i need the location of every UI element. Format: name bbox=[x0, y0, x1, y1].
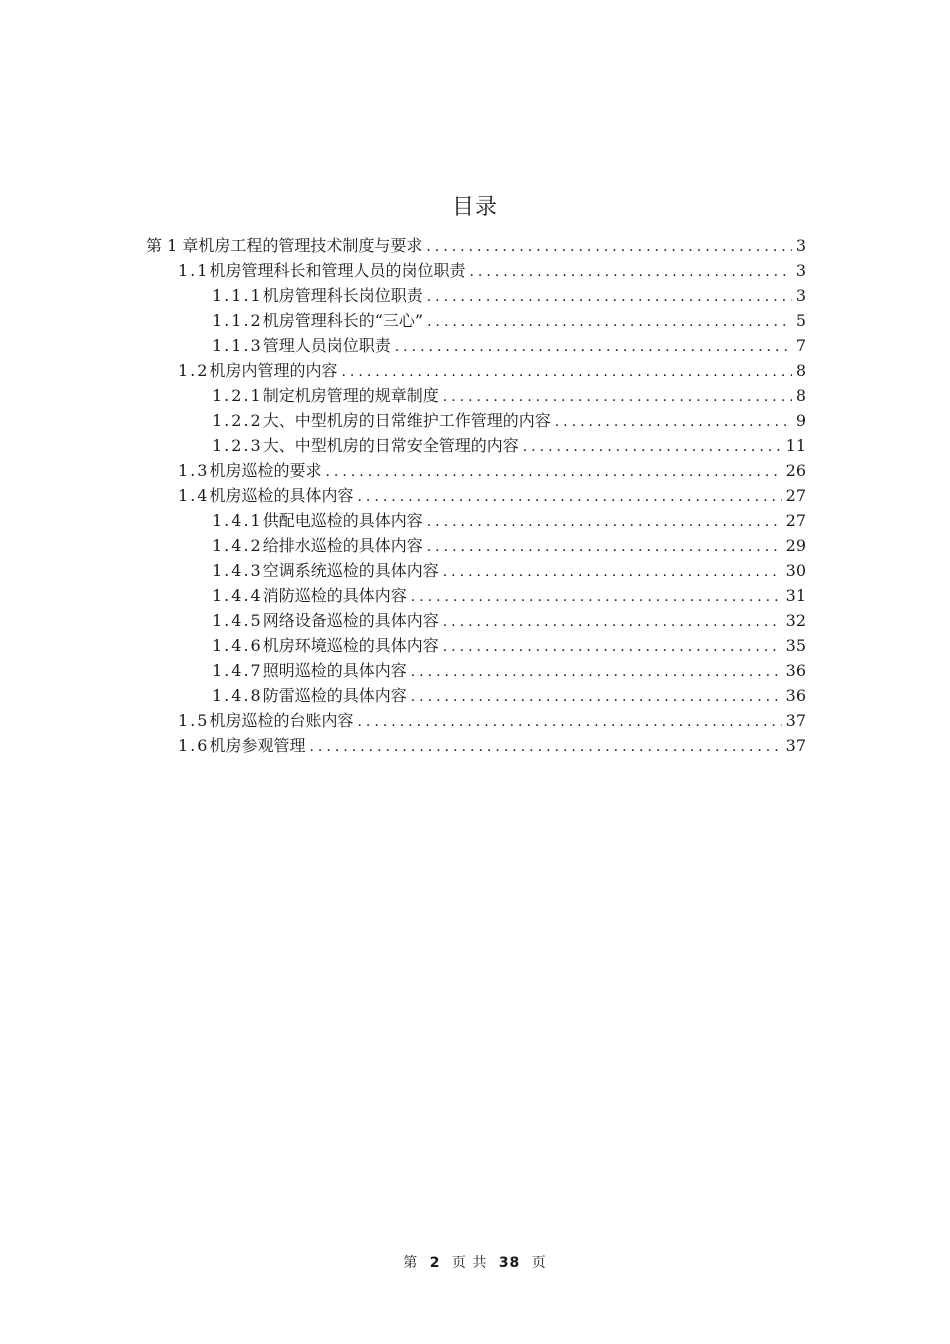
toc-page-number: 8 bbox=[795, 386, 806, 405]
toc-entry-text: 机房管理科长的“三心” bbox=[262, 311, 424, 330]
toc-leader-dots bbox=[443, 385, 792, 410]
toc-leader-dots bbox=[443, 635, 782, 660]
toc-entry-1-1[interactable] bbox=[178, 258, 806, 283]
toc-leader-dots bbox=[443, 610, 782, 635]
toc-leader-dots bbox=[395, 335, 792, 360]
toc-entry-1-2-3[interactable] bbox=[212, 433, 806, 458]
toc-entry-number: 1.1.2 bbox=[212, 311, 263, 330]
toc-page-number: 35 bbox=[785, 636, 806, 655]
toc-entry-text: 制定机房管理的规章制度 bbox=[262, 386, 439, 405]
toc-entry-text: 机房管理科长岗位职责 bbox=[262, 286, 423, 305]
toc-leader-dots bbox=[427, 510, 782, 535]
toc-entry-text: 管理人员岗位职责 bbox=[262, 336, 391, 355]
toc-entry-text: 机房内管理的内容 bbox=[209, 361, 338, 380]
toc-leader-dots bbox=[341, 360, 791, 385]
toc-leader-dots bbox=[426, 235, 791, 260]
toc-page-number: 29 bbox=[785, 536, 806, 555]
toc-entry-chapter-1[interactable] bbox=[146, 233, 806, 258]
toc-entry-number: 1.4.3 bbox=[212, 561, 263, 580]
footer-suffix: 页 bbox=[531, 1255, 547, 1271]
footer-middle: 页 共 bbox=[451, 1255, 488, 1271]
toc-entry-1-2[interactable] bbox=[178, 358, 806, 383]
toc-leader-dots bbox=[427, 285, 792, 310]
toc-leader-dots bbox=[411, 685, 782, 710]
toc-entry-1-4-5[interactable] bbox=[212, 608, 806, 633]
toc-entry-text: 大、中型机房的日常安全管理的内容 bbox=[262, 436, 519, 455]
toc-entry-1-4-4[interactable] bbox=[212, 583, 806, 608]
toc-page-number: 26 bbox=[785, 461, 806, 480]
toc-page-number: 27 bbox=[785, 511, 806, 530]
toc-entry-text: 机房参观管理 bbox=[209, 736, 306, 755]
toc-leader-dots bbox=[309, 735, 781, 760]
toc-entry-text: 照明巡检的具体内容 bbox=[262, 661, 407, 680]
toc-page-number: 5 bbox=[795, 311, 806, 330]
toc-entry-number: 1.4.2 bbox=[212, 536, 263, 555]
page-footer bbox=[0, 1252, 950, 1272]
toc-leader-dots bbox=[357, 485, 781, 510]
toc-entry-number: 1.4.8 bbox=[212, 686, 263, 705]
toc-page-number: 3 bbox=[795, 236, 806, 255]
toc-entry-number: 1.6 bbox=[178, 736, 210, 755]
toc-entry-1-4-6[interactable] bbox=[212, 633, 806, 658]
toc-leader-dots bbox=[555, 410, 792, 435]
toc-entry-1-2-1[interactable] bbox=[212, 383, 806, 408]
toc-leader-dots bbox=[523, 435, 782, 460]
toc-entry-1-5[interactable] bbox=[178, 708, 806, 733]
toc-entry-1-2-2[interactable] bbox=[212, 408, 806, 433]
toc-entry-1-1-3[interactable] bbox=[212, 333, 806, 358]
toc-page-number: 31 bbox=[785, 586, 806, 605]
toc-page-number: 7 bbox=[795, 336, 806, 355]
toc-entry-text: 机房巡检的台账内容 bbox=[209, 711, 354, 730]
toc-entry-number: 1.2.1 bbox=[212, 386, 263, 405]
toc-page-number: 9 bbox=[795, 411, 806, 430]
toc-entry-number: 1.2.2 bbox=[212, 411, 263, 430]
toc-page-number: 37 bbox=[785, 736, 806, 755]
toc-leader-dots bbox=[411, 585, 782, 610]
toc-entry-number: 1.4.7 bbox=[212, 661, 263, 680]
toc-entry-1-4-3[interactable] bbox=[212, 558, 806, 583]
toc-entry-1-4-7[interactable] bbox=[212, 658, 806, 683]
toc-entry-text: 机房环境巡检的具体内容 bbox=[262, 636, 439, 655]
toc-leader-dots bbox=[443, 560, 782, 585]
toc-page-number: 3 bbox=[795, 261, 806, 280]
toc-page-number: 3 bbox=[795, 286, 806, 305]
footer-prefix: 第 bbox=[403, 1255, 419, 1271]
toc-leader-dots bbox=[357, 710, 781, 735]
toc-entry-text: 第 1 章机房工程的管理技术制度与要求 bbox=[146, 236, 423, 255]
toc-entry-text: 网络设备巡检的具体内容 bbox=[262, 611, 439, 630]
toc-entry-number: 1.2 bbox=[178, 361, 210, 380]
toc-entry-number: 1.1.3 bbox=[212, 336, 263, 355]
toc-entry-text: 给排水巡检的具体内容 bbox=[262, 536, 423, 555]
toc-entry-1-1-2[interactable] bbox=[212, 308, 806, 333]
toc-entry-1-4[interactable] bbox=[178, 483, 806, 508]
toc-leader-dots bbox=[325, 460, 781, 485]
toc-page-number: 30 bbox=[785, 561, 806, 580]
toc-entry-number: 1.4.4 bbox=[212, 586, 263, 605]
toc-leader-dots bbox=[427, 535, 782, 560]
toc-page-number: 36 bbox=[785, 686, 806, 705]
toc-entry-1-6[interactable] bbox=[178, 733, 806, 758]
toc-page-number: 27 bbox=[785, 486, 806, 505]
toc-leader-dots bbox=[469, 260, 791, 285]
footer-current-page: 2 bbox=[429, 1255, 441, 1271]
toc-entry-text: 空调系统巡检的具体内容 bbox=[262, 561, 439, 580]
toc-leader-dots bbox=[427, 310, 792, 335]
toc-entry-1-4-8[interactable] bbox=[212, 683, 806, 708]
toc-entry-number: 1.4.5 bbox=[212, 611, 263, 630]
toc-entry-1-1-1[interactable] bbox=[212, 283, 806, 308]
toc-entry-text: 机房巡检的要求 bbox=[209, 461, 322, 480]
toc-entry-text: 消防巡检的具体内容 bbox=[262, 586, 407, 605]
toc-page-number: 36 bbox=[785, 661, 806, 680]
toc-entry-number: 1.2.3 bbox=[212, 436, 263, 455]
footer-total-pages: 38 bbox=[498, 1255, 521, 1271]
toc-entry-number: 1.4.1 bbox=[212, 511, 263, 530]
toc-page-number: 11 bbox=[785, 436, 806, 455]
toc-entry-number: 1.1.1 bbox=[212, 286, 263, 305]
toc-entry-number: 1.4.6 bbox=[212, 636, 263, 655]
toc-page-number: 37 bbox=[785, 711, 806, 730]
toc-entry-text: 防雷巡检的具体内容 bbox=[262, 686, 407, 705]
toc-entry-number: 1.1 bbox=[178, 261, 210, 280]
toc-entry-text: 机房管理科长和管理人员的岗位职责 bbox=[209, 261, 466, 280]
toc-leader-dots bbox=[411, 660, 782, 685]
toc-entry-number: 1.5 bbox=[178, 711, 210, 730]
toc-entry-1-4-2[interactable] bbox=[212, 533, 806, 558]
toc-page-number: 8 bbox=[795, 361, 806, 380]
toc-title: 目录 bbox=[451, 195, 498, 220]
toc-page-number: 32 bbox=[785, 611, 806, 630]
toc-entry-1-4-1[interactable] bbox=[212, 508, 806, 533]
toc-entry-text: 供配电巡检的具体内容 bbox=[262, 511, 423, 530]
toc-entry-number: 1.4 bbox=[178, 486, 210, 505]
toc-entry-text: 大、中型机房的日常维护工作管理的内容 bbox=[262, 411, 551, 430]
toc-entry-text: 机房巡检的具体内容 bbox=[209, 486, 354, 505]
toc-entry-number: 1.3 bbox=[178, 461, 210, 480]
toc-entry-1-3[interactable] bbox=[178, 458, 806, 483]
